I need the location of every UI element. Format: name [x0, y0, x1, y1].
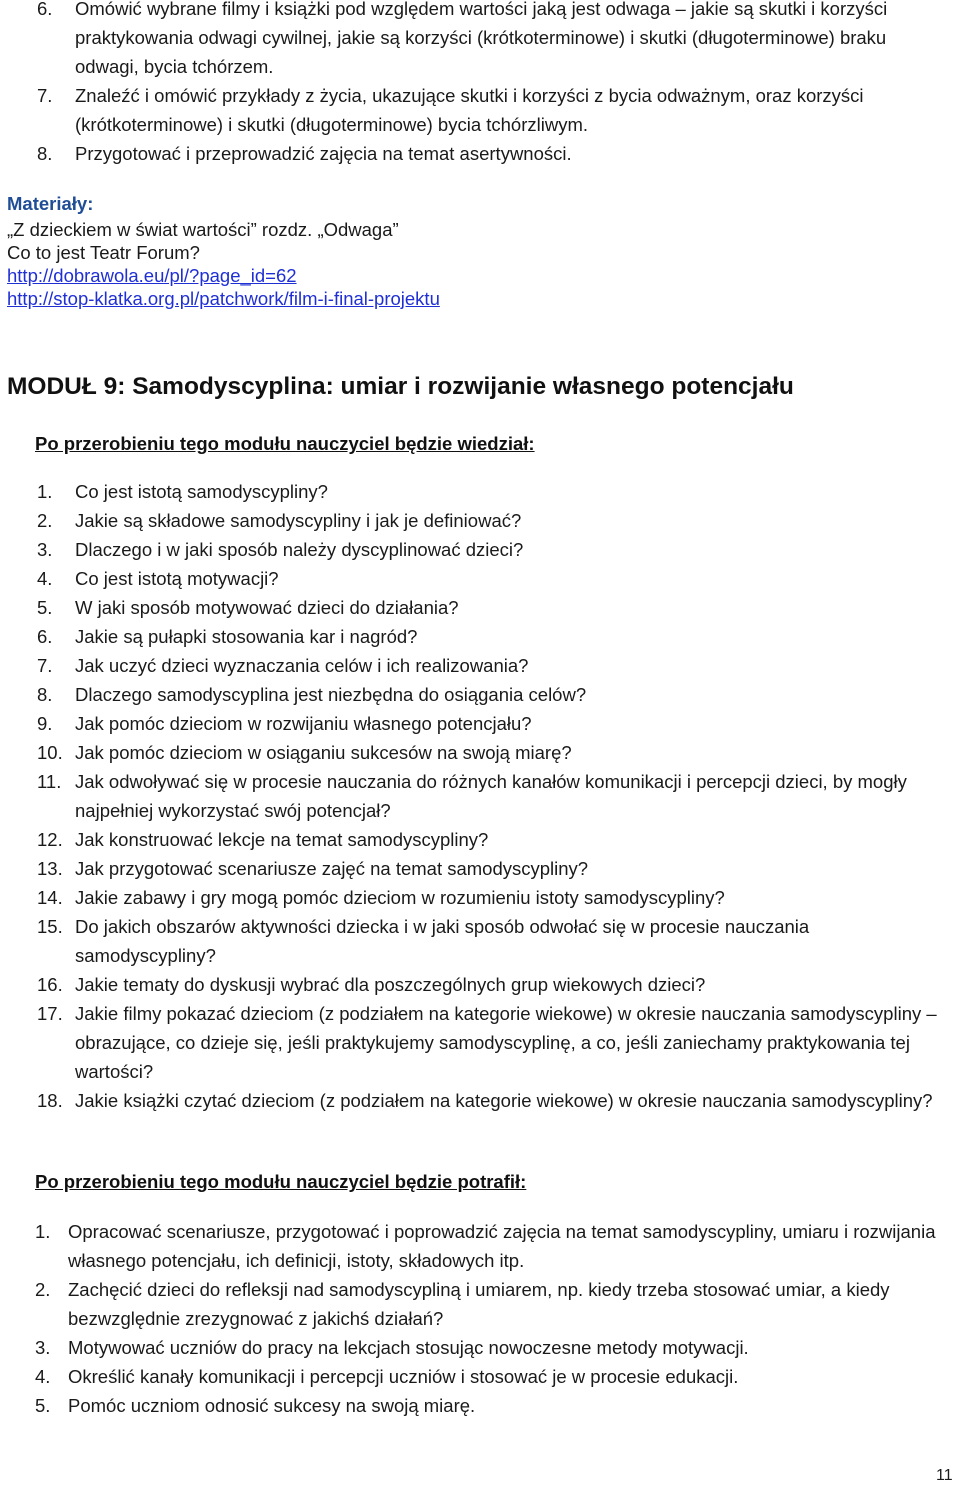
page-number: 11 — [936, 1467, 953, 1484]
list-item: 7. Jak uczyć dzieci wyznaczania celów i ich realizowania? — [37, 655, 529, 676]
knowledge-heading: Po przerobieniu tego modułu nauczyciel będzie wiedział: — [35, 433, 535, 454]
list-item: 3. Motywować uczniów do pracy na lekcjach stosując nowoczesne metody motywacji. — [35, 1337, 749, 1358]
list-item: 10. Jak pomóc dzieciom w osiąganiu sukcesów na swoją miarę? — [37, 742, 572, 763]
list-item: 1. Co jest istotą samodyscypliny? — [37, 481, 328, 502]
list-item: 1. Opracować scenariusze, przygotować i poprowadzić zajęcia na temat samodyscypliny, umiaru i rozwijania własnego potencjału, ich definicji, istoty, składowych itp. — [35, 1221, 936, 1271]
list-item: 11. Jak odwoływać się w procesie nauczania do różnych kanałów komunikacji i percepcji dzieci, by mogły najpełniej wykorzystać swój potencjał? — [37, 771, 907, 821]
materials-link-dobrawola[interactable]: http://dobrawola.eu/pl/?page_id=62 — [7, 265, 297, 286]
list-item: 14. Jakie zabawy i gry mogą pomóc dzieciom w rozumieniu istoty samodyscypliny? — [37, 887, 725, 908]
list-item: 4. Określić kanały komunikacji i percepcji uczniów i stosować je w procesie edukacji. — [35, 1366, 739, 1387]
materials-section — [7, 189, 907, 310]
list-item: 6. Jakie są pułapki stosowania kar i nagród? — [37, 626, 418, 647]
list-item: 9. Jak pomóc dzieciom w rozwijaniu własnego potencjału? — [37, 713, 532, 734]
list-item: 5. Pomóc uczniom odnosić sukcesy na swoją miarę. — [35, 1395, 476, 1416]
list-item: 2. Zachęcić dzieci do refleksji nad samodyscypliną i umiarem, np. kiedy trzeba stosować umiar, a kiedy bezwzględnie zrezygnować z jakichś działań? — [35, 1279, 890, 1329]
list-item: 13. Jak przygotować scenariusze zajęć na temat samodyscypliny? — [37, 858, 589, 879]
skills-list — [35, 1217, 950, 1420]
list-item: 7. Znaleźć i omówić przykłady z życia, ukazujące skutki i korzyści z bycia odważnym, oraz korzyści (krótkoterminowe) i skutki (długoterminowe) bycia tchórzliwym. — [37, 85, 864, 135]
list-item: 8. Przygotować i przeprowadzić zajęcia na temat asertywności. — [37, 143, 572, 164]
materials-book: „Z dzieckiem w świat wartości” rozdz. „Odwaga” — [7, 219, 399, 240]
list-item: 6. Omówić wybrane filmy i książki pod względem wartości jaką jest odwaga – jakie są skutki i korzyści praktykowania odwagi cywilnej, jakie są korzyści (krótkoterminowe) i skutki (długoterminowe) braku odwagi, bycia tchórzem. — [37, 0, 888, 77]
materials-link-stop-klatka[interactable]: http://stop-klatka.org.pl/patchwork/film-i-final-projektu — [7, 288, 440, 309]
list-item: 5. W jaki sposób motywować dzieci do działania? — [37, 597, 459, 618]
skills-heading: Po przerobieniu tego modułu nauczyciel będzie potrafił: — [35, 1171, 527, 1192]
list-item: 2. Jakie są składowe samodyscypliny i jak je definiować? — [37, 510, 522, 531]
list-item: 16. Jakie tematy do dyskusji wybrać dla poszczególnych grup wiekowych dzieci? — [37, 974, 706, 995]
list-item: 3. Dlaczego i w jaki sposób należy dyscyplinować dzieci? — [37, 539, 524, 560]
previous-module-task-list — [37, 0, 952, 168]
module-title: MODUŁ 9: Samodyscyplina: umiar i rozwijanie własnego potencjału — [7, 373, 794, 400]
list-item: 18. Jakie książki czytać dzieciom (z podziałem na kategorie wiekowe) w okresie nauczania samodyscypliny? — [37, 1090, 933, 1111]
materials-question: Co to jest Teatr Forum? — [7, 242, 200, 263]
list-item: 17. Jakie filmy pokazać dzieciom (z podziałem na kategorie wiekowe) w okresie nauczania samodyscypliny – obrazujące, co dzieje się, jeśli praktykujemy samodyscyplinę, a co, jeśli zaniechamy praktykowania tej wartości? — [37, 1003, 937, 1082]
list-item: 4. Co jest istotą motywacji? — [37, 568, 279, 589]
materials-heading: Materiały: — [7, 193, 94, 214]
knowledge-question-list — [37, 477, 952, 1115]
list-item: 15. Do jakich obszarów aktywności dziecka i w jaki sposób odwołać się w procesie nauczania samodyscypliny? — [37, 916, 810, 966]
list-item: 8. Dlaczego samodyscyplina jest niezbędna do osiągania celów? — [37, 684, 587, 705]
list-item: 12. Jak konstruować lekcje na temat samodyscypliny? — [37, 829, 489, 850]
